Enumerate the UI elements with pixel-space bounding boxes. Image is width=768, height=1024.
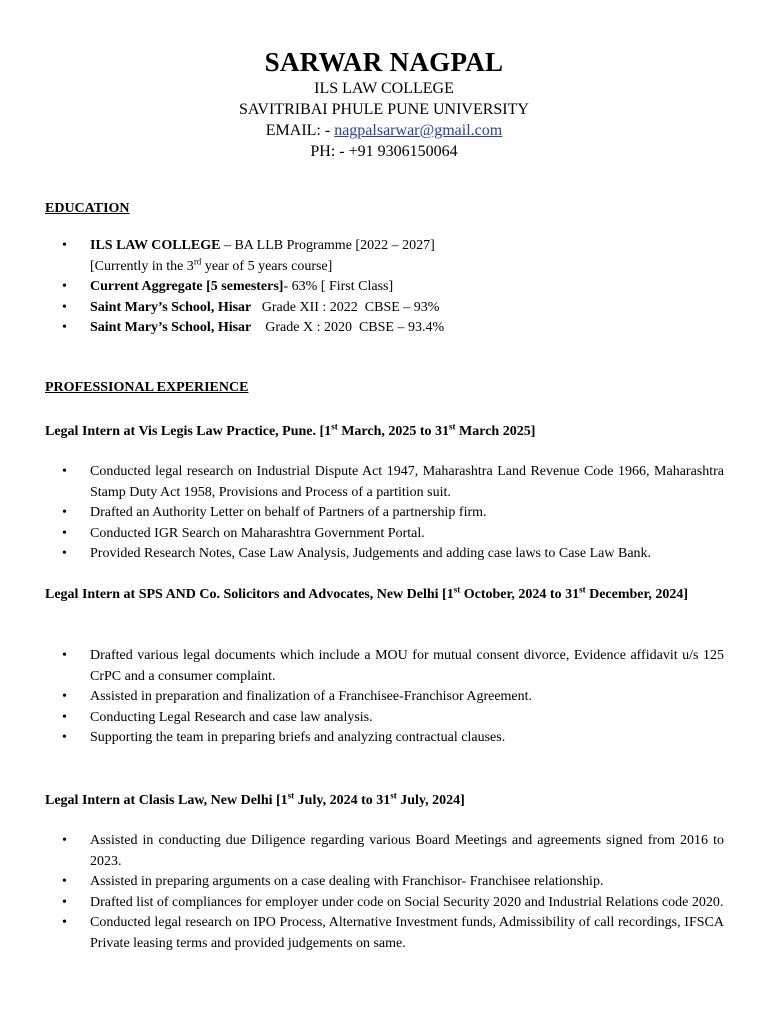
- phone-line: PH: - +91 9306150064: [310, 143, 458, 160]
- job-duty: [62, 462, 724, 503]
- duty-text: Assisted in preparing arguments on a case dealing with Franchisor- Franchisee relationship.: [90, 874, 604, 889]
- bullet: •: [62, 833, 67, 848]
- job-title-text: December, 2024]: [585, 587, 689, 602]
- duty-text: Drafted an Authority Letter on behalf of Partners of a partnership firm.: [90, 505, 487, 520]
- experience-heading: PROFESSIONAL EXPERIENCE: [45, 380, 249, 395]
- job-duty: [62, 913, 724, 954]
- education-note: [Currently in the 3: [90, 258, 194, 274]
- education-item: [62, 298, 724, 319]
- bullet: •: [62, 689, 67, 704]
- institution-name: ILS LAW COLLEGE: [90, 238, 221, 253]
- job-title-text: March 2025]: [455, 424, 536, 439]
- ordinal-suffix: rd: [193, 255, 202, 266]
- email-label: EMAIL: -: [265, 122, 335, 139]
- email-link[interactable]: nagpalsarwar@gmail.com: [334, 122, 503, 139]
- college-name: ILS LAW COLLEGE: [314, 80, 454, 97]
- education-item: [62, 318, 724, 339]
- education-heading: EDUCATION: [45, 201, 130, 216]
- bullet: •: [62, 874, 67, 889]
- job-title: [45, 790, 705, 811]
- job-title-text: July, 2024]: [396, 793, 465, 808]
- ordinal-suffix: st: [287, 790, 295, 801]
- job-duty: [62, 831, 724, 872]
- job-title-text: March, 2025 to 31: [337, 424, 450, 439]
- duty-text: Provided Research Notes, Case Law Analysis, Judgements and adding case laws to Case Law Bank.: [90, 546, 652, 561]
- aggregate-value: - 63% [ First Class]: [283, 279, 394, 294]
- ordinal-suffix: st: [331, 421, 338, 432]
- ordinal-suffix: st: [390, 790, 397, 801]
- school-grade: Grade X : 2020 CBSE – 93.4%: [251, 320, 445, 335]
- job-duty: [62, 893, 724, 914]
- ordinal-suffix: st: [449, 421, 456, 432]
- job-duty: [62, 646, 724, 687]
- aggregate-label: Current Aggregate [5 semesters]: [90, 279, 284, 294]
- duty-text: Assisted in conducting due Diligence regarding various Board Meetings and agreements signed from 2016 to 2023.: [90, 833, 724, 869]
- job-title-text: July, 2024 to 31: [294, 793, 391, 808]
- job-title: [45, 421, 705, 442]
- education-detail: – BA LLB Programme [2022 – 2027]: [220, 238, 435, 253]
- school-name: Saint Mary’s School, Hisar: [90, 320, 252, 335]
- bullet: •: [62, 525, 67, 541]
- job-duty: [62, 872, 724, 893]
- job-title: [45, 584, 705, 605]
- bullet: •: [62, 730, 67, 745]
- job-duty: [62, 728, 724, 749]
- job-duty: [62, 524, 724, 545]
- job-title-text: Legal Intern at Clasis Law, New Delhi [1: [45, 793, 288, 808]
- job-duties-list: [62, 831, 724, 954]
- education-note-end: year of 5 years course]: [201, 258, 333, 274]
- duty-text: Assisted in preparation and finalization of a Franchisee-Franchisor Agreement.: [90, 689, 533, 704]
- education-item: [62, 277, 724, 298]
- candidate-name: SARWAR NAGPAL: [264, 47, 504, 77]
- bullet: •: [62, 648, 67, 663]
- job-duty: [62, 503, 724, 524]
- bullet: •: [62, 894, 67, 910]
- education-list: [62, 236, 724, 339]
- job-title-text: October, 2024 to 31: [460, 587, 580, 602]
- duty-text: Conducted legal research on IPO Process, Alternative Investment funds, Admissibility of call recordings, IFSCA Private leasing terms and provided judgements on same.: [90, 915, 724, 951]
- duty-text: Conducted legal research on Industrial Dispute Act 1947, Maharashtra Land Revenue Code 1966, Maharashtra Stamp Duty Act 1958, Provisions and Process of a partition suit.: [90, 464, 724, 500]
- school-grade: Grade XII : 2022 CBSE – 93%: [251, 299, 440, 315]
- duty-text: Drafted list of compliances for employer under code on Social Security 2020 and Industrial Relations code 2020.: [90, 894, 724, 910]
- bullet: •: [62, 709, 67, 725]
- duty-text: Supporting the team in preparing briefs and analyzing contractual clauses.: [90, 730, 506, 745]
- bullet: •: [62, 546, 67, 561]
- bullet: •: [62, 238, 67, 253]
- bullet: •: [62, 915, 67, 930]
- email-line: [0, 122, 768, 140]
- job-duty: [62, 544, 724, 565]
- bullet: •: [62, 320, 67, 335]
- job-duties-list: [62, 646, 724, 749]
- job-duty: [62, 687, 724, 708]
- bullet: •: [62, 279, 67, 294]
- education-item: [62, 236, 724, 277]
- job-duty: [62, 708, 724, 729]
- job-duties-list: [62, 462, 724, 565]
- bullet: •: [62, 505, 67, 520]
- duty-text: Conducting Legal Research and case law analysis.: [90, 709, 373, 725]
- university-name: SAVITRIBAI PHULE PUNE UNIVERSITY: [239, 101, 529, 118]
- bullet: •: [62, 464, 67, 479]
- ordinal-suffix: st: [579, 584, 586, 595]
- school-name: Saint Mary’s School, Hisar: [90, 299, 252, 315]
- duty-text: Conducted IGR Search on Maharashtra Government Portal.: [90, 525, 425, 541]
- bullet: •: [62, 299, 67, 315]
- duty-text: Drafted various legal documents which include a MOU for mutual consent divorce, Evidence affidavit u/s 125 CrPC and a consumer complaint.: [90, 648, 724, 684]
- job-title-text: Legal Intern at SPS AND Co. Solicitors and Advocates, New Delhi [1: [45, 587, 454, 602]
- job-title-text: Legal Intern at Vis Legis Law Practice, Pune. [1: [45, 424, 332, 439]
- ordinal-suffix: st: [453, 584, 461, 595]
